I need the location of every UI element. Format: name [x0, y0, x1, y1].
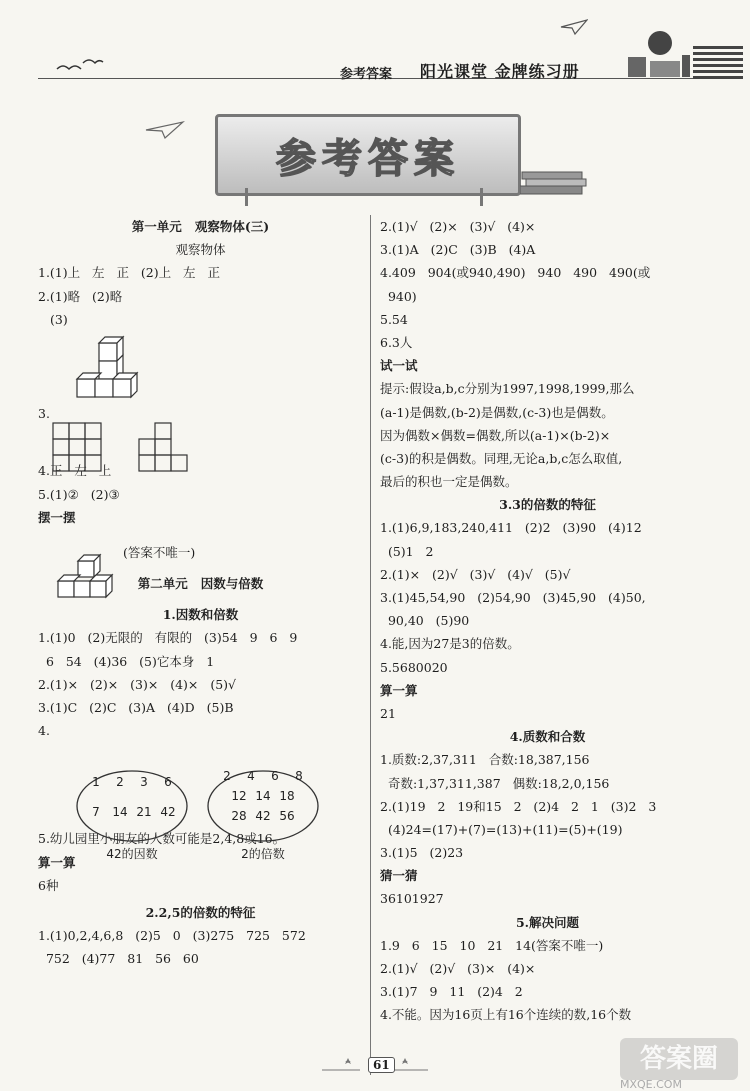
- answer-line: 1.质数:2,37,311 合数:18,387,156: [380, 752, 590, 768]
- book-stack-icon: [520, 168, 590, 196]
- answer-line: (4)24=(17)+(7)=(13)+(11)=(5)+(19): [380, 821, 623, 837]
- venn-left-number: 2: [116, 775, 124, 789]
- venn-right-number: 18: [279, 789, 295, 803]
- banner-title: 参考答案: [276, 135, 460, 182]
- header-book-title: 阳光课堂 金牌练习册: [420, 62, 580, 81]
- answer-line: 940): [380, 288, 417, 304]
- banner-board: [215, 114, 521, 196]
- answer-line: 752 (4)77 81 56 60: [38, 951, 199, 967]
- venn-left-number: 3: [140, 775, 148, 789]
- venn-diagrams: [75, 768, 330, 864]
- answer-line: 3.(1)5 (2)23: [380, 845, 464, 861]
- answer-line: 1.(1)0 (2)无限的 有限的 (3)54 9 6 9: [38, 630, 298, 646]
- subsection-title: 5.解决问题: [515, 914, 580, 930]
- unit2-subtitle-2: 2.2,5的倍数的特征: [145, 904, 256, 920]
- subsection-title: 4.质数和合数: [509, 729, 586, 745]
- answer-line: 3.(1)C (2)C (3)A (4)D (5)B: [38, 700, 234, 715]
- venn-left-number: 1: [92, 775, 100, 789]
- answer-line: 提示:假设a,b,c分别为1997,1998,1999,那么: [380, 381, 635, 397]
- cube-figure-space-2: [38, 529, 363, 541]
- answer-line: (答案不唯一): [123, 544, 196, 560]
- paper-plane-small-icon: [145, 118, 185, 140]
- answer-line: 奇数:1,37,311,387 偶数:18,2,0,156: [380, 775, 610, 791]
- answer-line: 1.(1)上 左 正 (2)上 左 正: [38, 265, 220, 281]
- answer-line: 1.9 6 15 10 21 14(答案不唯一): [380, 937, 604, 953]
- venn-right-number: 4: [247, 769, 255, 783]
- globe-books-icon: [620, 25, 692, 80]
- answer-line: 4.正 左 上: [38, 463, 112, 479]
- unit1-subtitle: 观察物体: [175, 242, 226, 258]
- answer-line: (c-3)的积是偶数。同理,无论a,b,c怎么取值,: [380, 450, 623, 466]
- answer-line: 1.(1)6,9,183,240,411 (2)2 (3)90 (4)12: [380, 520, 642, 536]
- page-header: [0, 0, 750, 100]
- right-column: [380, 215, 715, 1027]
- answer-line: 2.(1)略 (2)略: [38, 288, 123, 304]
- answer-line: 6种: [38, 877, 59, 893]
- venn-left-number: 14: [112, 805, 128, 819]
- watermark-logo: 答案圈: [620, 1038, 738, 1080]
- unit2-title: 第二单元 因数与倍数: [137, 576, 264, 592]
- answer-line: 5.54: [380, 311, 408, 327]
- section-label: 算一算: [38, 854, 76, 870]
- answer-line: 2.(1)× (2)√ (3)√ (4)√ (5)√: [380, 566, 571, 582]
- header-section-label: 参考答案: [340, 67, 393, 82]
- unit1-title: 第一单元 观察物体(三): [131, 219, 270, 234]
- venn-left-number: 7: [92, 805, 100, 819]
- venn-right-number: 8: [295, 769, 303, 783]
- answer-line: 4.409 904(或940,490) 940 490 490(或: [380, 265, 651, 281]
- venn-left-number: 6: [164, 775, 172, 789]
- venn-right-number: 12: [231, 789, 247, 803]
- venn-left-label: 42的因数: [106, 847, 158, 861]
- answer-line: 90,40 (5)90: [380, 613, 470, 629]
- subsection-title: 3.3的倍数的特征: [499, 497, 596, 513]
- column-divider: [370, 215, 371, 1075]
- answer-line: 2.(1)19 2 19和15 2 (2)4 2 1 (3)2 3: [380, 798, 657, 814]
- answer-line: 36101927: [380, 891, 444, 907]
- venn-right-number: 28: [231, 809, 247, 823]
- answer-line: 5.(1)② (2)③: [38, 486, 120, 502]
- answer-line: 4.能,因为27是3的倍数。: [380, 636, 520, 652]
- grid-figure-left: [52, 422, 102, 474]
- answer-line: 3.(1)45,54,90 (2)54,90 (3)45,90 (4)50,: [380, 590, 646, 605]
- venn-right-number: 42: [255, 809, 271, 823]
- venn-right-number: 56: [279, 809, 295, 823]
- answer-line: 5.幼儿园里小朋友的人数可能是2,4,8或16。: [38, 831, 286, 847]
- birds-icon: [55, 55, 105, 77]
- answer-line: (5)1 2: [380, 543, 434, 559]
- page-number: 61: [368, 1057, 395, 1073]
- answer-line: 6.3人: [380, 334, 413, 350]
- answer-line: (a-1)是偶数,(b-2)是偶数,(c-3)也是偶数。: [380, 404, 614, 420]
- section-label: 摆一摆: [38, 509, 76, 525]
- answer-line: 1.(1)0,2,4,6,8 (2)5 0 (3)275 725 572: [38, 928, 306, 944]
- venn-right-number: 2: [223, 769, 231, 783]
- answer-line: 4.: [38, 723, 50, 739]
- grid-figure-right: [138, 422, 190, 474]
- answer-line: 3.(1)7 9 11 (2)4 2: [380, 984, 523, 1000]
- answer-line: 因为偶数×偶数=偶数,所以(a-1)×(b-2)×: [380, 427, 611, 443]
- venn-right-number: 6: [271, 769, 279, 783]
- section-label: 试一试: [380, 358, 418, 374]
- answer-line: 2.(1)√ (2)× (3)√ (4)×: [380, 219, 536, 234]
- venn-right-label: 2的倍数: [241, 847, 285, 861]
- section-label: 算一算: [380, 682, 418, 698]
- answer-line: 5.5680020: [380, 659, 448, 675]
- venn-left-number: 21: [136, 805, 152, 819]
- unit2-subtitle-1: 1.因数和倍数: [162, 607, 239, 623]
- answer-line: (3): [50, 311, 68, 327]
- answer-line: 21: [380, 705, 396, 721]
- answer-line: 4.不能。因为16页上有16个连续的数,16个数: [380, 1007, 632, 1023]
- easel-leg-right: [480, 188, 483, 206]
- paper-plane-icon: [560, 18, 588, 36]
- easel-leg-left: [245, 188, 248, 206]
- answer-line: 3.: [38, 406, 50, 422]
- answer-line: 6 54 (4)36 (5)它本身 1: [38, 653, 215, 669]
- section-label: 猜一猜: [380, 868, 418, 884]
- answer-line: 2.(1)× (2)× (3)× (4)× (5)√: [38, 676, 236, 692]
- header-stripes: [693, 46, 743, 80]
- venn-left-number: 42: [160, 805, 176, 819]
- cube-stack-figure: [74, 335, 144, 400]
- cube-arrangement-figure: [56, 553, 126, 603]
- watermark-url: MXQE.COM: [620, 1078, 682, 1091]
- venn-right-number: 14: [255, 789, 271, 803]
- answer-line: 最后的积也一定是偶数。: [380, 474, 518, 490]
- answer-line: 3.(1)A (2)C (3)B (4)A: [380, 242, 536, 258]
- answer-line: 2.(1)√ (2)√ (3)× (4)×: [380, 961, 536, 976]
